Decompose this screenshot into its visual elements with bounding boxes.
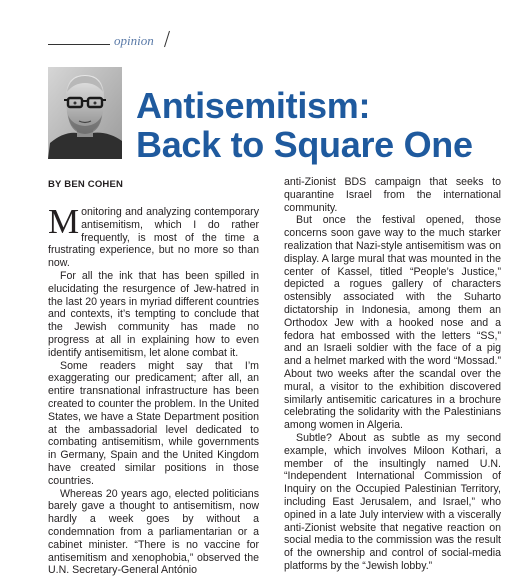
author-headshot [48, 67, 122, 159]
paragraph: For all the ink that has been spilled in elucidating the resurgence of Jew-hatred in the last 20 years in myriad different countries and contexts, it’s tempting to conclude that the Jewish community has made no progress at all in explaining how to even identify antisemitism, let alone combat it. [48, 269, 259, 359]
paragraph: Subtle? About as subtle as my second example, which involves Miloon Kothari, a member of the insultingly named U.N. “Independent International Commission of Inquiry on the Occupied Palestinian Territory, including East Jerusalem, and Israel,” who opined in a late July interview with a viscerally anti-Zionist website that negative reaction on social media to the commission was the result of the ownership and control of social-media platforms by the “Jewish lobby.” [284, 431, 501, 572]
paragraph [48, 202, 259, 270]
headline-line-1: Antisemitism: [136, 85, 371, 126]
section-slash-icon [163, 30, 171, 48]
paragraph-text: onitoring and analyzing contemporary antisemitism, which I do rather frequently, is most of the time a frustrating experience, but no more so than now. [48, 206, 259, 270]
byline: BY BEN COHEN [48, 179, 124, 190]
paragraph: Whereas 20 years ago, elected politicians barely gave a thought to antisemitism, now hardly a week goes by without a condemnation from a parliamentarian or a cabinet minister. “There is no vaccine for antisemitism and xenophobia,” observed the U.N. Secretary-General António [48, 487, 259, 577]
right-column [284, 176, 501, 573]
left-column [48, 202, 259, 577]
headline-line-2: Back to Square One [136, 124, 473, 165]
section-rule [48, 44, 110, 45]
paragraph: But once the festival opened, those concerns soon gave way to the much starker realization that Nazi-style antisemitism was on display. A large mural that was mounted in the center of Kassel, titled “People’s Justice,” depicted a rogues gallery of characters ostensibly associated with the Suharto dictatorship in Indonesia, among them an Orthodox Jew with a hooked nose and a fedora hat embossed with the letters “SS,” and an Israeli soldier with the face of a pig and a helmet marked with the word “Mossad.” About two weeks after the scandal over the mural, a visitor to the exhibition discovered similarly antisemitic caricatures in a brochure celebrating the solidarity with the Palestinians among women in Algeria. [284, 214, 501, 432]
paragraph: Some readers might say that I’m exaggerating our predicament; after all, an entire transnational infrastructure has been created to counter the problem. In the United States, we have a State Department position at the ambassadorial level dedicated to combating antisemitism, while governments in Germany, Spain and the United Kingdom have created similar positions in those countries. [48, 359, 259, 487]
section-label: opinion [114, 33, 154, 48]
dropcap: M [48, 202, 80, 241]
article-headline [136, 86, 473, 164]
paragraph: anti-Zionist BDS campaign that seeks to quarantine Israel from the international community. [284, 176, 501, 214]
